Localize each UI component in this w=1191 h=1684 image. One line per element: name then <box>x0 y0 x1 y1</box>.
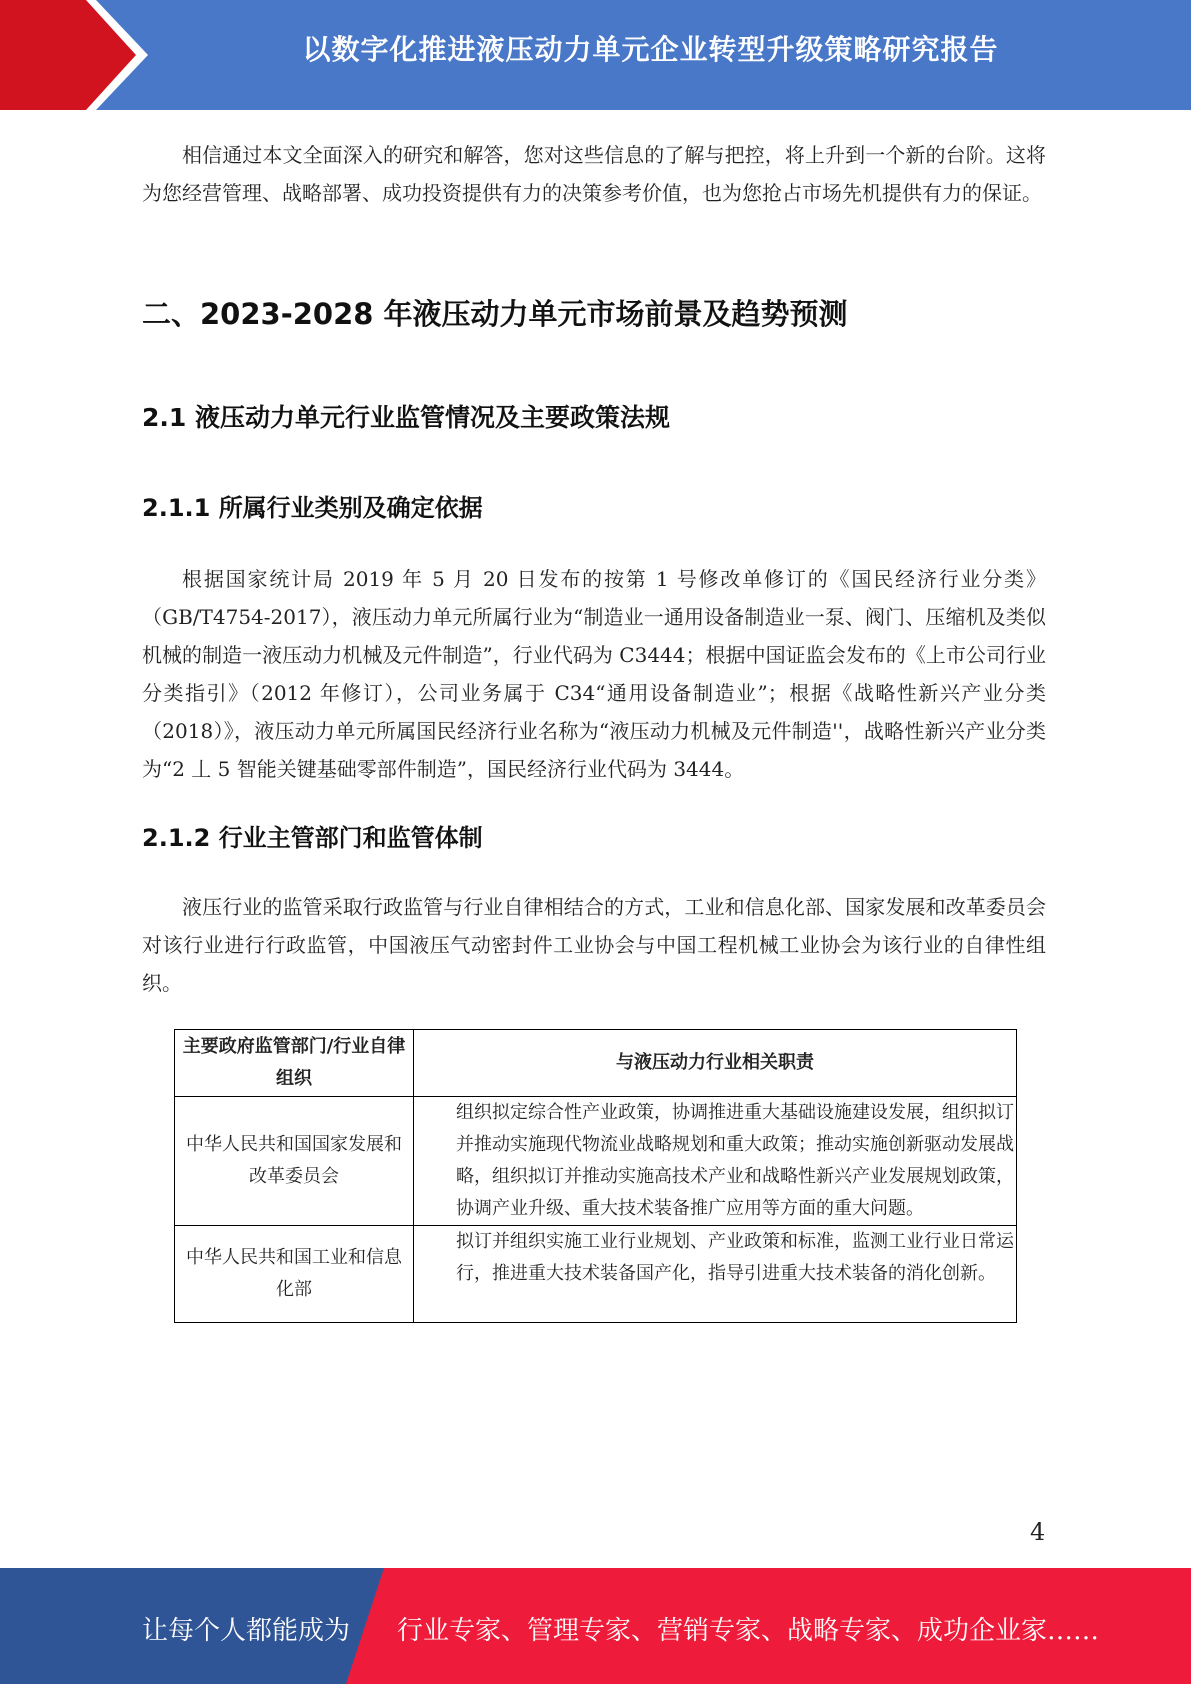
table-row <box>175 1226 1017 1323</box>
report-header <box>0 0 1191 110</box>
table-header-duty: 与液压动力行业相关职责 <box>414 1030 1017 1097</box>
section-2-1-2-heading: 2.1.2 行业主管部门和监管体制 <box>142 824 483 852</box>
table-row <box>175 1097 1017 1226</box>
intro-paragraph: 相信通过本文全面深入的研究和解答，您对这些信息的了解与把控，将上升到一个新的台阶。这将为您经营管理、战略部署、成功投资提供有力的决策参考价值，也为您抢占市场先机提供有力的保证。 <box>142 143 1046 205</box>
regulatory-bodies-table <box>174 1029 1017 1323</box>
table-cell-org: 中华人民共和国国家发展和改革委员会 <box>175 1097 414 1226</box>
table-header-org: 主要政府监管部门/行业自律组织 <box>175 1030 414 1097</box>
page-number: 4 <box>1030 1518 1046 1546</box>
section-2-1-heading: 2.1 液压动力单元行业监管情况及主要政策法规 <box>142 403 670 432</box>
industry-classification-paragraph: 根据国家统计局 2019 年 5 月 20 日发布的按第 1 号修改单修订的《国民经济行业分类》（GB/T4754-2017），液压动力单元所属行业为“制造业一通用设备制造业一泵、阀门、压缩机及类似机械的制造一液压动力机械及元件制造”，行业代码为 C3444；根据中国证监会发布的《上市公司行业分类指引》（2012 年修订），公司业务属于 C34“通用设备制造业”；根据《战略性新兴产业分类（2018）》，液压动力单元所属国民经济行业名称为“液压动力机械及元件制造''，战略性新兴产业分类为“2 丄 5 智能关键基础零部件制造”，国民经济行业代码为 3444。 <box>142 567 1046 781</box>
table-header-row <box>175 1030 1017 1097</box>
report-footer <box>0 1568 1191 1684</box>
table-cell-org: 中华人民共和国工业和信息化部 <box>175 1226 414 1323</box>
report-title: 以数字化推进液压动力单元企业转型升级策略研究报告 <box>302 33 999 66</box>
table-cell-duty: 组织拟定综合性产业政策，协调推进重大基础设施建设发展，组织拟订并推动实施现代物流业战略规划和重大政策；推动实施创新驱动发展战略，组织拟订并推动实施高技术产业和战略性新兴产业发展规划政策，协调产业升级、重大技术装备推广应用等方面的重大问题。 <box>414 1097 1017 1226</box>
regulatory-system-paragraph: 液压行业的监管采取行政监管与行业自律相结合的方式，工业和信息化部、国家发展和改革委员会对该行业进行行政监管，中国液压气动密封件工业协会与中国工程机械工业协会为该行业的自律性组织。 <box>142 895 1046 995</box>
footer-slogan-left: 让每个人都能成为 <box>142 1616 351 1646</box>
footer-slogan-right: 行业专家、管理专家、营销专家、战略专家、成功企业家…… <box>397 1616 1100 1646</box>
section-2-heading: 二、2023-2028 年液压动力单元市场前景及趋势预测 <box>142 297 848 331</box>
section-2-1-1-heading: 2.1.1 所属行业类别及确定依据 <box>142 494 483 522</box>
table-cell-duty: 拟订并组织实施工业行业规划、产业政策和标准，监测工业行业日常运行，推进重大技术装备国产化，指导引进重大技术装备的消化创新。 <box>414 1226 1017 1323</box>
